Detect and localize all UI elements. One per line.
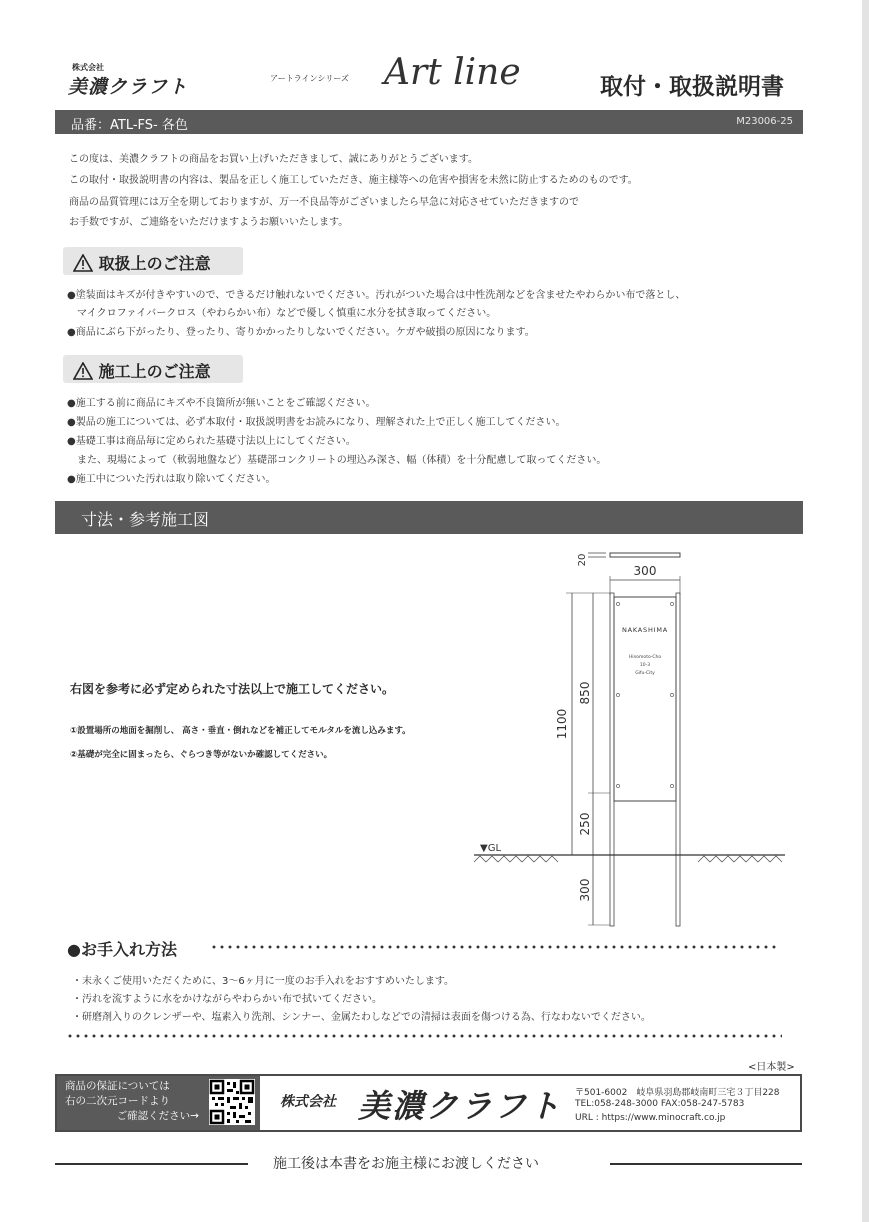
step-2: ②基礎が完全に固まったら、ぐらつき等がないか確認してください。 <box>70 750 333 760</box>
company-url[interactable]: URL : https://www.minocraft.co.jp <box>575 1113 726 1123</box>
construction-line: ●施工する前に商品にキズや不良箇所が無いことをご確認ください。 <box>67 398 376 409</box>
company-logo: 美濃クラフト <box>68 76 189 98</box>
panel-height-label: 850 <box>578 681 592 705</box>
ground-hatch <box>474 856 782 862</box>
ground-label: ▼GL <box>480 843 502 854</box>
handling-line: ●商品にぶら下がったり、登ったり、寄りかかったりしないでください。ケガや破損の原因になります。 <box>67 327 535 338</box>
handling-line: マイクロファイバークロス（やわらかい布）などで優しく慎重に水分を拭き取ってください。 <box>67 308 497 319</box>
intro-line: この取付・取扱説明書の内容は、製品を正しく施工していただき、施主様等への危害や損害を未然に防止するためのものです。 <box>69 175 638 186</box>
closing-rule-left <box>55 1163 248 1165</box>
product-number: 品番：ATL-FS- 各色 <box>71 118 188 133</box>
sign-address-line: Gifu-City <box>635 671 655 676</box>
warranty-line: 商品の保証については <box>65 1080 170 1092</box>
dimensions-bar <box>55 501 803 534</box>
company-address: 〒501-6002 岐阜県羽島郡岐南町三宅３丁目228 <box>575 1088 780 1098</box>
dotted-leader <box>210 942 780 952</box>
sign-address-line: 10-3 <box>639 663 651 668</box>
construction-section-header <box>63 355 243 383</box>
total-height-label: 1100 <box>555 708 569 740</box>
closing-note: 施工後は本書をお施主様にお渡しください <box>273 1156 539 1172</box>
warranty-note <box>57 1076 205 1130</box>
warning-icon <box>73 254 93 272</box>
construction-line: ●製品の施工については、必ず本取付・取扱説明書をお読みになり、理解された上で正しく施工してください。 <box>67 417 566 428</box>
embed-depth-label: 300 <box>578 878 592 902</box>
construction-line: ●施工中についた汚れは取り除いてください。 <box>67 474 276 485</box>
footer-company-logo: 美濃クラフト <box>358 1087 563 1125</box>
left-post <box>610 593 614 926</box>
post-height-label: 250 <box>578 812 592 836</box>
product-bar <box>55 110 803 134</box>
step-1: ①設置場所の地面を掘削し、 高さ・垂直・倒れなどを補正してモルタルを流し込みます。 <box>70 726 411 736</box>
care-line: ・研磨剤入りのクレンザーや、塩素入り洗剤、シンナー、金属たわしなどでの清掃は表面を傷つける為、行なわないでください。 <box>72 1012 651 1023</box>
handling-section-header <box>63 247 243 275</box>
made-in-label: <日本製> <box>748 1062 795 1073</box>
right-post <box>676 593 680 926</box>
construction-line: ●基礎工事は商品毎に定められた基礎寸法以上にしてください。 <box>67 436 356 447</box>
intro-line: この度は、美濃クラフトの商品をお買い上げいただきまして、誠にありがとうございます。 <box>69 154 478 165</box>
closing-rule-right <box>610 1163 802 1165</box>
top-view-plate <box>610 553 680 557</box>
warranty-line: 右の二次元コードより <box>65 1095 170 1107</box>
sign-address-line: Hinomoto-Cho <box>628 655 662 660</box>
document-title: 取付・取扱説明書 <box>600 74 784 100</box>
series-logo: Art line <box>384 52 521 93</box>
page-edge <box>862 0 869 1222</box>
dimensions-title: 寸法・参考施工図 <box>81 510 210 529</box>
company-tel-fax: TEL:058-248-3000 FAX:058-247-5783 <box>575 1099 745 1109</box>
dotted-divider <box>66 1031 782 1041</box>
series-label: アートラインシリーズ <box>270 74 349 83</box>
width-label: 300 <box>633 564 657 578</box>
construction-line: また、現場によって（軟弱地盤など）基礎部コンクリートの埋込み深さ、幅（体積）を十分配慮して取ってください。 <box>67 455 607 466</box>
qr-code[interactable] <box>205 1076 260 1130</box>
warning-icon <box>73 362 93 380</box>
company-label-small: 株式会社 <box>72 63 104 72</box>
construction-title: 施工上のご注意 <box>98 362 211 381</box>
care-title: ●お手入れ方法 <box>67 940 177 959</box>
care-line: ・末永くご使用いただくために、3〜6ヶ月に一度のお手入れをおすすめいたします。 <box>72 976 455 987</box>
document-code: M23006-25 <box>736 116 793 127</box>
sign-name: NAKASHIMA <box>621 626 669 634</box>
footer-company-small: 株式会社 <box>280 1094 336 1110</box>
intro-line: お手数ですが、ご連絡をいただけますようお願いいたします。 <box>69 217 349 228</box>
handling-line: ●塗装面はキズが付きやすいので、できるだけ触れないでください。汚れがついた場合は中性洗剤などを含ませたやわらかい布で落とし、 <box>67 290 686 301</box>
qr-code-icon <box>209 1079 255 1125</box>
care-line: ・汚れを流すように水をかけながらやわらかい布で拭いてください。 <box>72 994 382 1005</box>
handling-title: 取扱上のご注意 <box>98 254 211 273</box>
dimension-diagram <box>460 540 800 940</box>
intro-line: 商品の品質管理には万全を期しておりますが、万一不良品等がございましたら早急に対応させていただきますので <box>69 197 579 208</box>
dimensions-lead: 右図を参考に必ず定められた寸法以上で施工してください。 <box>70 682 395 696</box>
warranty-line: ご確認ください→ <box>116 1110 199 1122</box>
thickness-label: 20 <box>577 553 588 567</box>
